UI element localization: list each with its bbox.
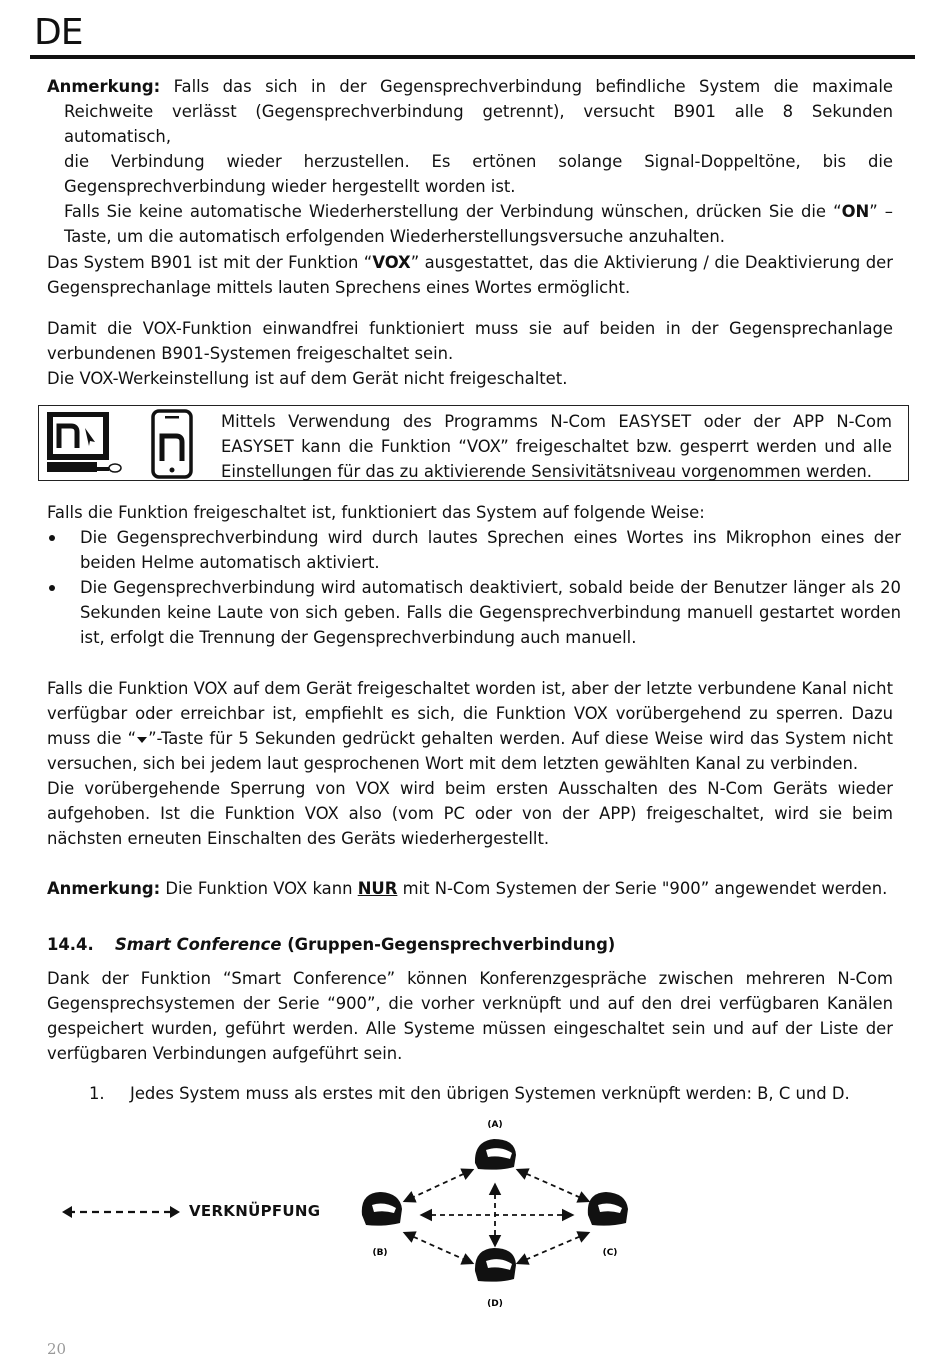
on-key-label: ON: [841, 202, 870, 221]
legend-label: VERKNÜPFUNG: [189, 1202, 321, 1220]
vox-intro-paragraph: Das System B901 ist mit der Funktion “VOX” ausgestattet, das die Aktivierung / die Deaktivierung der Gegensprechanlage mittels lauten Sprechens eines Wortes ermöglicht.: [47, 253, 893, 297]
nur-emphasis: NUR: [357, 879, 398, 898]
vox-operation-list: [47, 525, 901, 650]
page-number: 20: [47, 1340, 67, 1358]
section-title-italic: Smart Conference: [115, 935, 282, 954]
link-b-d: [405, 1233, 472, 1263]
vox-operation-intro: Falls die Funktion freigeschaltet ist, funktioniert das System auf folgende Weise:: [47, 503, 705, 522]
note-label: Anmerkung:: [47, 77, 161, 96]
step-text: Jedes System muss als erstes mit den übrigen Systemen verknüpft werden: B, C und D.: [130, 1084, 850, 1103]
conference-diagram: [360, 1115, 630, 1319]
language-code: DE: [34, 12, 83, 53]
node-label-d: (D): [487, 1299, 503, 1309]
helmet-d-icon: [475, 1248, 516, 1282]
smartphone-app-icon: [147, 406, 207, 480]
helmet-c-icon: [588, 1192, 628, 1226]
note-line: Taste, um die automatisch erfolgenden Wiederherstellungsversuche anzuhalten.: [64, 227, 725, 246]
numbered-step: [89, 1081, 850, 1106]
note-line: Falls das sich in der Gegensprechverbindung befindliche System die maximale: [173, 77, 893, 96]
header-rule: [30, 55, 915, 59]
helmet-b-icon: [362, 1192, 402, 1226]
helmet-network-diagram: [360, 1115, 630, 1315]
link-a-c: [518, 1170, 588, 1201]
list-item: Die Gegensprechverbindung wird automatisch deaktiviert, sobald beide der Benutzer länger als 20 Sekunden keine Laute von sich geben. Falls die Gegensprechverbindung manuell gestartet worden ist, erfolgt die Trennung der Gegensprechverbindung auch manuell.: [47, 575, 901, 650]
easyset-text: Mittels Verwendung des Programms N-Com EASYSET oder der APP N-Com EASYSET kann die Funktion “VOX” freigeschaltet bzw. gesperrt werden und alle Einstellungen für das zu aktivierende Sensivitätsniveau vorgenommen werden.: [221, 412, 892, 481]
section-title: (Gruppen-Gegensprechverbindung): [281, 935, 616, 954]
down-arrow-key-icon: [137, 737, 147, 743]
list-item: Die Gegensprechverbindung wird durch lautes Sprechen eines Wortes ins Mikrophon eines der beiden Helme automatisch aktiviert.: [47, 525, 901, 575]
section-heading: [47, 935, 615, 954]
note-vox-900: Anmerkung: Die Funktion VOX kann NUR mit N-Com Systemen der Serie "900” angewendet werden.: [47, 879, 888, 898]
helmet-a-icon: [475, 1139, 516, 1170]
node-label-a: (A): [487, 1120, 503, 1130]
smart-conference-paragraph: Dank der Funktion “Smart Conference” können Konferenzgespräche zwischen mehreren N-Com Gegensprechsystemen der Serie “900”, die vorher verknüpft und auf den drei verfügbaren Kanälen gespeichert wurden, geführt werden. Alle Systeme müssen eingeschaltet sein und auf der Liste der verfügbaren Verbindungen aufgeführt sein.: [47, 969, 893, 1063]
note-label: Anmerkung:: [47, 879, 161, 898]
vox-disable-paragraph: Falls die Funktion VOX auf dem Gerät freigeschaltet worden ist, aber der letzte verbundene Kanal nicht verfügbar oder erreichbar ist, empfiehlt es sich, die Funktion VOX vorübergehend zu sperren. Dazu muss die “ ”-Taste für 5 Sekunden gedrückt gehalten werden. Auf diese Weise wird das System nicht versuchen, sich bei jedem laut gesprochenen Wort mit dem letzten gewählten Kanal zu verbinden. Die vorübergehende Sperrung von VOX wird beim ersten Ausschalten des N-Com Geräts wieder aufgehoben. Ist die Funktion VOX also (vom PC oder von der APP) freigeschaltet, wird sie beim nächsten erneuten Einschalten des Geräts wiederhergestellt.: [47, 679, 893, 848]
link-a-b: [405, 1170, 472, 1201]
note-line: Falls Sie keine automatische Wiederherstellung der Verbindung wünschen, drücken Sie die “ON” –: [64, 202, 893, 221]
bullet-icon: [49, 535, 55, 541]
easyset-info-box: [38, 405, 909, 481]
note-line: Gegensprechverbindung wieder hergestellt worden ist.: [64, 177, 516, 196]
bullet-icon: [49, 585, 55, 591]
section-number: 14.4.: [47, 935, 94, 954]
node-label-b: (B): [372, 1248, 388, 1258]
dashed-double-arrow-icon: [60, 1202, 182, 1222]
note-line: die Verbindung wieder herzustellen. Es ertönen solange Signal-Doppeltöne, bis die: [64, 152, 893, 171]
vox-key-label: VOX: [372, 253, 411, 272]
note-reconnect: [47, 74, 893, 249]
node-label-c: (C): [602, 1248, 618, 1258]
link-c-d: [518, 1233, 588, 1263]
note-line: Reichweite verlässt (Gegensprechverbindung getrennt), versucht B901 alle 8 Sekunden automatisch,: [64, 102, 893, 146]
step-number: 1.: [89, 1084, 105, 1103]
vox-enable-paragraph: Damit die VOX-Funktion einwandfrei funktioniert muss sie auf beiden in der Gegensprechanlage verbundenen B901-Systemen freigeschaltet sein. Die VOX-Werkeinstellung ist auf dem Gerät nicht freigeschaltet.: [47, 319, 893, 388]
